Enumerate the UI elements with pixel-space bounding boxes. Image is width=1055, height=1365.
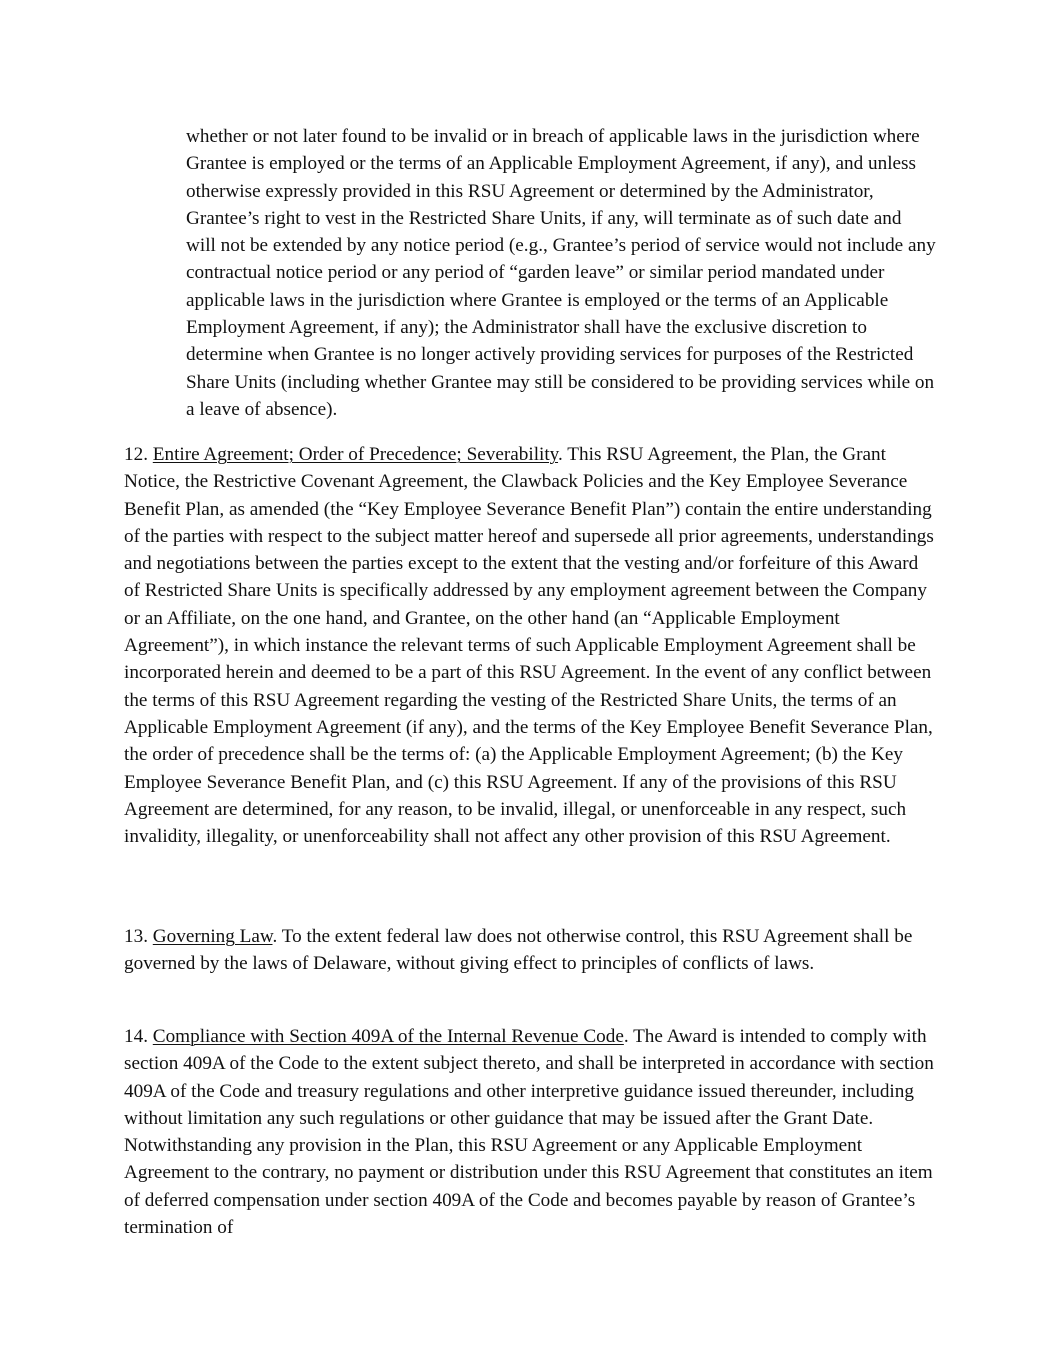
section-13-heading: Governing Law <box>152 926 273 947</box>
section-13-body: . To the extent federal law does not otherwise control, this RSU Agreement shall be governed by the laws of Delaware, without giving effect to principles of conflicts of laws. <box>124 926 913 975</box>
continued-paragraph: whether or not later found to be invalid or in breach of applicable laws in the jurisdiction where Grantee is employed or the terms of an Applicable Employment Agreement, if any), and unless otherwise expressly provided in this RSU Agreement or determined by the Administrator, Grantee’s right to vest in the Restricted Share Units, if any, will terminate as of such date and will not be extended by any notice period (e.g., Grantee’s period of service would not include any contractual notice period or any period of “garden leave” or similar period mandated under applicable laws in the jurisdiction where Grantee is employed or the terms of an Applicable Employment Agreement, if any); the Administrator shall have the exclusive discretion to determine when Grantee is no longer actively providing services for purposes of the Restricted Share Units (including whether Grantee may still be considered to be providing services while on a leave of absence). <box>186 126 936 420</box>
section-14 <box>124 1023 936 1241</box>
section-14-number: 14. <box>124 1026 148 1047</box>
section-13 <box>124 923 936 978</box>
section-13-number: 13. <box>124 926 148 947</box>
section-12-number: 12. <box>124 444 148 465</box>
section-12 <box>124 441 936 850</box>
section-12-heading: Entire Agreement; Order of Precedence; Severability <box>152 444 559 465</box>
section-12-body: . This RSU Agreement, the Plan, the Grant Notice, the Restrictive Covenant Agreement, the Clawback Policies and the Key Employee Severance Benefit Plan, as amended (the “Key Employee Severance Benefit Plan”) contain the entire understanding of the parties with respect to the subject matter hereof and supersede all prior agreements, understandings and negotiations between the parties except to the extent that the vesting and/or forfeiture of this Award of Restricted Share Units is specifically addressed by any employment agreement between the Company or an Affiliate, on the one hand, and Grantee, on the other hand (an “Applicable Employment Agreement”), in which instance the relevant terms of such Applicable Employment Agreement shall be incorporated herein and deemed to be a part of this RSU Agreement. In the event of any conflict between the terms of this RSU Agreement regarding the vesting of the Restricted Share Units, the terms of an Applicable Employment Agreement (if any), and the terms of the Key Employee Benefit Severance Plan, the order of precedence shall be the terms of: (a) the Applicable Employment Agreement; (b) the Key Employee Severance Benefit Plan, and (c) this RSU Agreement. If any of the provisions of this RSU Agreement are determined, for any reason, to be invalid, illegal, or unenforceable in any respect, such invalidity, illegality, or unenforceability shall not affect any other provision of this RSU Agreement. <box>124 444 934 848</box>
section-14-heading: Compliance with Section 409A of the Internal Revenue Code <box>152 1026 624 1047</box>
section-14-body: . The Award is intended to comply with section 409A of the Code to the extent subject thereto, and shall be interpreted in accordance with section 409A of the Code and treasury regulations and other interpretive guidance issued thereunder, including without limitation any such regulations or other guidance that may be issued after the Grant Date. Notwithstanding any provision in the Plan, this RSU Agreement or any Applicable Employment Agreement to the contrary, no payment or distribution under this RSU Agreement that constitutes an item of deferred compensation under section 409A of the Code and becomes payable by reason of Grantee’s termination of <box>124 1026 934 1239</box>
